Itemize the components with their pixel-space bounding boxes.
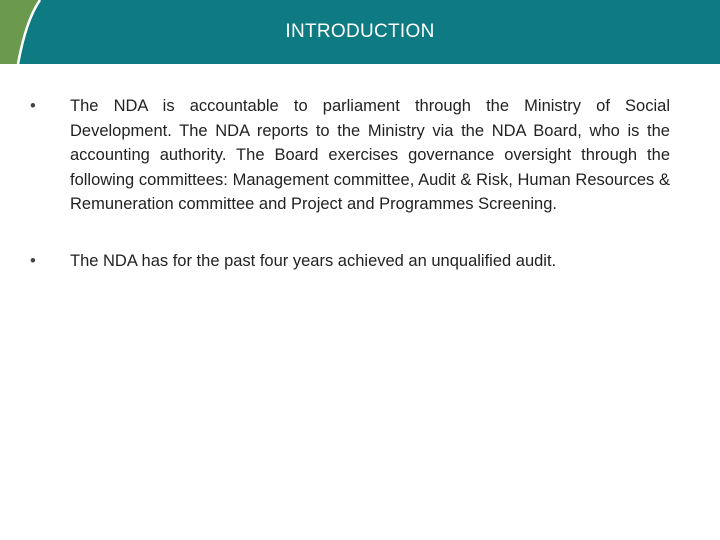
bullet-text: The NDA is accountable to parliament through the Ministry of Social Development. The NDA reports to the Ministry via the NDA Board, who is the accounting authority. The Board exercises governance oversight through the following committees: Management committee, Audit & Risk, Human Resources & Remuneration committee and Project and Programmes Screening.	[70, 97, 670, 213]
bullet-list	[30, 94, 670, 305]
header-bar	[0, 0, 720, 64]
bullet-marker: •	[30, 251, 36, 270]
bullet-item	[30, 249, 670, 274]
slide-title: INTRODUCTION	[285, 21, 435, 42]
bullet-text: The NDA has for the past four years achieved an unqualified audit.	[70, 251, 557, 270]
bullet-marker: •	[30, 97, 36, 115]
bullet-item	[30, 94, 670, 217]
